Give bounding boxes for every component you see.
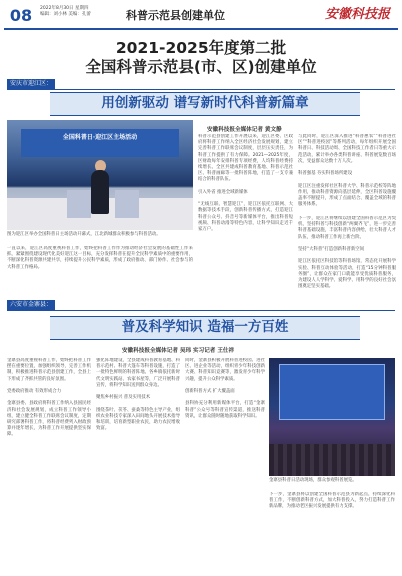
article2-photo: [269, 358, 395, 476]
article2-title: 普及科学知识 造福一方百姓: [50, 316, 360, 340]
header-rule: [4, 28, 398, 30]
page-headline: 全国科普示范县(市、区)创建单位: [85, 58, 317, 76]
photo-podium: [115, 190, 139, 218]
photo-crowd: [269, 444, 395, 476]
article1-title: 用创新驱动 谱写新时代科普新篇章: [50, 92, 360, 116]
article2-byline: 安徽科技报全媒体记者 吴玮 实习记者 王仕祥: [122, 348, 235, 354]
article2-caption: 金寨县科普日活动现场，群众参观科普展览。: [269, 478, 357, 483]
article1-col-right: 与此同时，迎江区深入推进“科普惠农”“科普进社区”“科普进校园”等系列活动，每年组织开展全国科普日、科技活动周、全国科技工作者日等重大示范活动，累计举办各类科普讲座、科普展览数百场次，受益群众达数十万人次。 科普强基 夯实科普场所建设 迎江区注重发挥社区科普大学、科普示范校等阵地作用，推动科普资源向基层延伸，全区科普设施覆盖率不断提升，形成了点面结合、覆盖全域的科普服务体系。: [298, 134, 396, 208]
article2-col-4: 下一步，金寨县将以创建全国科普示范县为新起点，持续深化科普工作，不断创新科普方式，加大科普投入，努力打造科普工作新品牌，为推动老区振兴发展提供有力支撑。: [269, 492, 395, 510]
issue-date: 2022年8月30日 星期四: [40, 6, 89, 11]
section-title: 科普示范县创建单位: [126, 9, 225, 22]
article1-col-left: 一直以来，迎江区高度重视科普工作，始终把科普工作作为推动经济社会发展的基础性工作来抓，紧紧围绕建设现代化美好迎江这一目标，充分发挥科普在提升全民科学素质中的重要作用，不断深化科普资源共建共享，持续提升公民科学素质，形成了政府推动、部门协作、社会参与的大科普工作格局。: [7, 246, 193, 270]
page-kicker: 2021-2025年度第二批: [115, 39, 287, 57]
article2-col-2: 强化阵地建设，全县建成科普教育基地、科普示范村、科普大篷车等科普设施，打造了一批特色鲜明的科普阵地。各乡镇依托新时代文明实践站、农家书屋等，广泛开展科普宣传，将科学知识送到群众身边。 聚焦乡村振兴 普及实用技术 围绕茶叶、茯苓、蚕桑等特色主导产业，组织农业科技专家深入田间地头开展技术指导和培训，培育新型职业农民，助力农民增收致富。: [96, 358, 180, 432]
article1-col-mid: 科普示范县创建工作开展以来，迎江区委、区政府将科普工作纳入全区经济社会发展规划，建立完善科普工作联席会议制度，层层压实责任，为科普工作提供了有力保障。2021—2025年度，区财政每年安排科普专项经费，人均科普经费持续增长。全区共建成科普教育基地、科普示范社区、科普画廊等一批科普阵地，打造了一支专兼结合的科普队伍。 引入外省 推进全域新媒体 “无线互联、智慧迎江”，迎江区依托互联网、大数据等技术手段，创新科普传播方式，打造迎江科普公众号、抖音号等新媒体平台，推出科普短视频、科普动漫等特色内容，让科学知识走近千家万户。: [198, 134, 293, 233]
photo-screen: [279, 364, 385, 420]
newspaper-logo: 安徽科技报: [324, 7, 390, 22]
page-header: [0, 0, 402, 40]
issue-editor: 编辑：刘小林 美编：孔蕾: [40, 11, 91, 17]
photo-podium: [67, 190, 91, 218]
article2-col-1: 金寨县高度重视科普工作，始终把科普工作摆在重要位置，加强组织领导，完善工作机制，积极推进科普示范县创建工作，全县上下形成了齐抓共管的良好氛围。 党委政府推动 有效形成合力 金寨县委、县政府将科普工作纳入县国民经济和社会发展规划，成立科普工作领导小组，建立健全科普工作联席会议制度，定期研究部署科普工作，将科普经费列入财政预算并逐年增长，为科普工作开展提供坚实保障。: [7, 358, 91, 438]
photo-person: [91, 170, 109, 214]
article2-tag-rule: [7, 310, 395, 311]
article1-byline: 安徽科技报全媒体记者 黄文静: [207, 127, 282, 133]
article2-col-3: 同时，金寨县积极开展科普进校园、进社区、进企业等活动，组织青少年科技创新大赛、科普知识竞赛等，激发青少年科学兴趣，提升公众科学素质。 创新科普方式 扩大覆盖面 县科协充分利用新媒体平台，打造“金寨科普”公众号等科普宣传渠道，推送科普资讯，让群众随时随地获取科学知识。: [185, 358, 265, 419]
article1-tag-rule: [7, 89, 395, 90]
article1-caption: 图为迎江区举办全国科普日主场活动开幕式，江北新城群众积极参与科普活动。: [7, 232, 161, 237]
article1-photo: [7, 120, 193, 230]
article1-tag: 安庆市迎江区：: [7, 79, 55, 89]
article1-col-far: 下一步，迎江区将继续以创建全国科普示范区为契机，坚持科普与科技创新“两翼齐飞”，进一步完善科普基础设施，丰富科普内容供给，壮大科普人才队伍，推动科普工作再上新台阶。 坚持“大科普”打造创新科普新空间 迎江区依托区科技馆等科普场馆，常态化开展科学实验、科普互动体验等活动，打造“15分钟科普服务圈”，让群众在家门口就能享受优质科普服务，为建设人人学科学、爱科学、用科学的良好社会氛围奠定坚实基础。: [298, 216, 396, 290]
issue-meta: [40, 6, 100, 17]
photo-banner: 全国科普日·迎江区主场活动: [21, 129, 179, 157]
page-number: 08: [9, 6, 33, 25]
article2-tag: 六安市金寨县：: [7, 300, 55, 310]
